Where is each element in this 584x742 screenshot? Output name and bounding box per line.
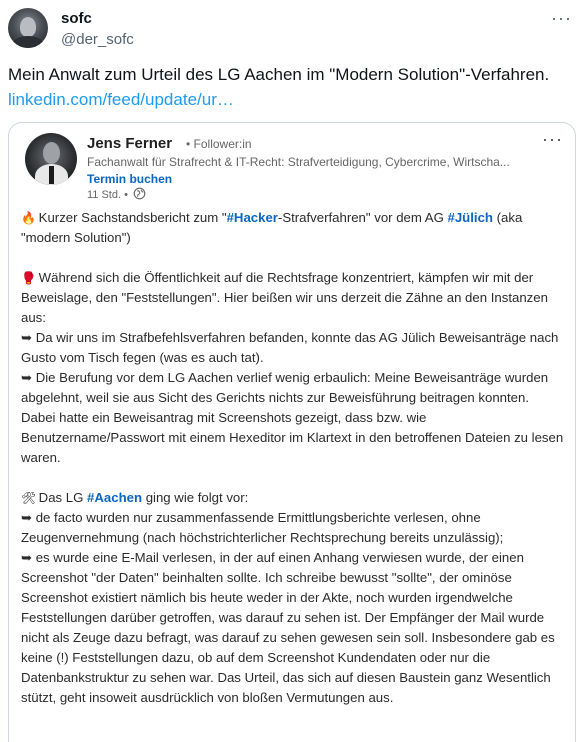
intro-text-1: Kurzer Sachstandsbericht zum " xyxy=(38,210,227,225)
author-avatar[interactable] xyxy=(25,133,77,185)
linkedin-preview-card[interactable] xyxy=(8,122,576,742)
paragraph-lg-appeal: ➥ Die Berufung vor dem LG Aachen verlief wenig erbaulich: Meine Beweisanträge wurden abgelehnt, weil sie aus Sicht des Gerichts nichts zur Beweisführung beitragen konnten. Dabei hatte ein Beweisantrag mit Screenshots gezeigt, dass bzw. wie Benutzername/Passwort mit einem Hexeditor im Klartext in den betroffenen Dateien zu lesen waren. xyxy=(21,370,564,465)
fire-icon: 🔥 xyxy=(21,211,36,225)
more-options-icon[interactable]: ··· xyxy=(551,8,572,28)
user-handle[interactable]: @der_sofc xyxy=(61,31,134,48)
evidence-text: Während sich die Öffentlichkeit auf die Rechtsfrage konzentriert, kämpfen wir mit der Beweislage, den "Feststellungen". Hier beißen wir uns derzeit die Zähne an den Instanzen aus: xyxy=(21,270,548,325)
hashtag-juelich[interactable]: #Jülich xyxy=(447,210,493,225)
avatar[interactable] xyxy=(8,8,48,48)
paragraph-intro xyxy=(21,208,566,248)
author-avatar-face xyxy=(43,142,60,164)
tweet-header xyxy=(8,8,576,50)
tweet-link[interactable]: linkedin.com/feed/update/ur… xyxy=(8,90,234,109)
paragraph-lg-aachen xyxy=(21,488,566,508)
paragraph-ag-juelich: ➥ Da wir uns im Strafbefehlsverfahren befanden, konnte das AG Jülich Beweisanträge nach Gusto vom Tisch fegen (was es auch tat). xyxy=(21,330,559,365)
book-appointment-link[interactable]: Termin buchen xyxy=(87,172,173,186)
boxing-glove-icon: 🥊 xyxy=(21,271,36,285)
author-headline: Fachanwalt für Strafrecht & IT-Recht: Strafverteidigung, Cybercrime, Wirtscha... xyxy=(87,155,510,169)
avatar-shoulders xyxy=(12,36,44,48)
follower-label: • Follower:in xyxy=(186,137,252,151)
spacer xyxy=(21,248,566,268)
card-more-options-icon[interactable]: ··· xyxy=(542,129,563,149)
post-time: 11 Std. • xyxy=(87,189,128,201)
display-name[interactable]: sofc xyxy=(61,10,92,27)
paragraph-email: ➥ es wurde eine E-Mail verlesen, in der auf einen Anhang verwiesen wurde, der einen Screenshot "der Daten" beinhalten sollte. Ich schreibe bewusst "sollte", der ominöse Screenshot existiert nämlich bis heute weder in der Akte, noch wurden irgendwelche Feststellungen darüber getroffen, was darauf zu sehen ist. Der Empfänger der Mail wurde nicht als Zeuge dazu befragt, was darauf zu sehen gewesen sein soll. Insbesondere gab es keine (!) Feststellungen dazu, ob auf dem Screenshot Kundendaten oder nur die Datenbankstruktur zu sehen war. Das Urteil, das sich auf diesen Baustein ganz Wesentlich stützt, geht insoweit ausdrücklich von bloßen Vermutungen aus. xyxy=(21,550,555,705)
post-body xyxy=(21,208,566,708)
tweet-text: Mein Anwalt zum Urteil des LG Aachen im "Modern Solution"-Verfahren. xyxy=(8,65,550,84)
hashtag-hacker[interactable]: #Hacker xyxy=(226,210,278,225)
paragraph-evidence xyxy=(21,268,566,328)
intro-text-2: -Strafverfahren" vor dem AG xyxy=(277,210,448,225)
spacer xyxy=(21,468,566,488)
globe-icon xyxy=(133,187,146,200)
hammer-wrench-icon: 🛠 xyxy=(21,491,37,505)
aachen-text-2: ging wie folgt vor: xyxy=(142,490,249,505)
author-name[interactable]: Jens Ferner xyxy=(87,135,173,152)
author-avatar-tie xyxy=(49,166,54,184)
hashtag-aachen[interactable]: #Aachen xyxy=(87,490,143,505)
aachen-text-1: Das LG xyxy=(38,490,88,505)
avatar-face xyxy=(20,17,36,37)
paragraph-de-facto: ➥ de facto wurden nur zusammenfassende Ermittlungsberichte verlesen, ohne Zeugenvernehmung (nach höchstrichterlicher Rechtsprechung bereits unzulässig); xyxy=(21,510,504,545)
intro-text-3: (aka "modern Solution") xyxy=(21,210,523,245)
